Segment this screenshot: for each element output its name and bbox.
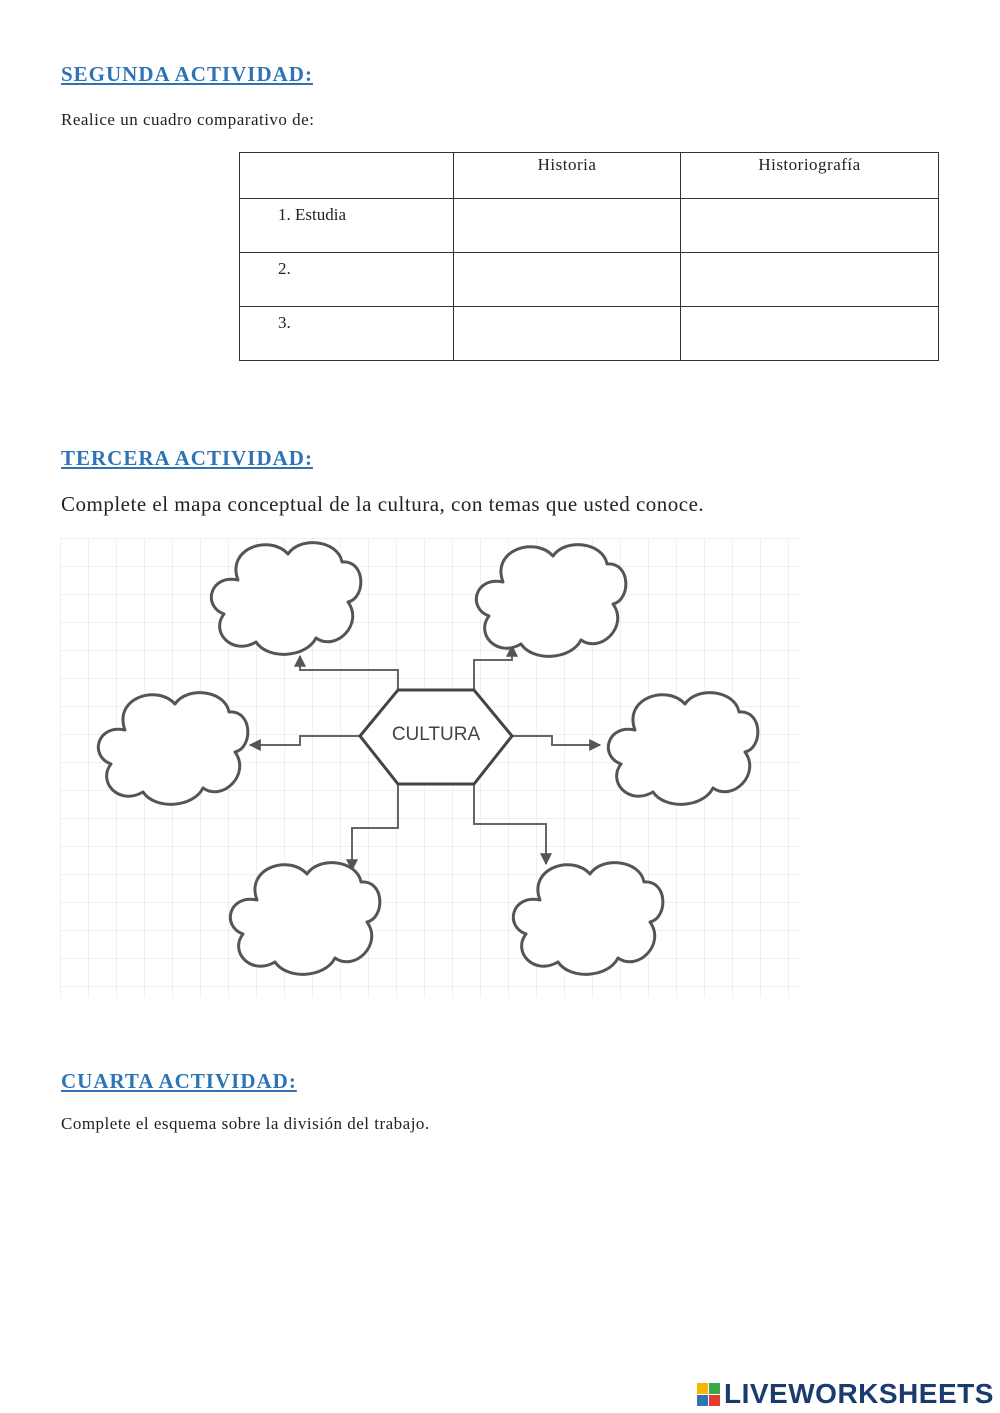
instruction-tercera: Complete el mapa conceptual de la cultura, con temas que usted conoce. [61, 492, 705, 516]
section-heading-tercera: TERCERA ACTIVIDAD: [61, 446, 313, 470]
table-header-cell: Historia [454, 153, 681, 199]
liveworksheets-logo [697, 1378, 994, 1410]
table-header-cell: Historiografía [681, 153, 939, 199]
answer-cell[interactable] [454, 253, 681, 307]
table-header-row [240, 153, 939, 199]
table-header-cell [240, 153, 454, 199]
logo-icon [697, 1383, 720, 1406]
row-label: 3. [240, 307, 454, 361]
answer-cell[interactable] [454, 307, 681, 361]
answer-cell[interactable] [681, 253, 939, 307]
answer-cell[interactable] [454, 199, 681, 253]
table-row [240, 199, 939, 253]
section-heading-segunda: SEGUNDA ACTIVIDAD: [61, 62, 313, 86]
concept-map [60, 538, 800, 998]
answer-cell[interactable] [681, 307, 939, 361]
center-label: CULTURA [391, 724, 481, 745]
answer-cell[interactable] [681, 199, 939, 253]
table-row [240, 307, 939, 361]
instruction-segunda: Realice un cuadro comparativo de: [61, 110, 315, 129]
section-heading-cuarta: CUARTA ACTIVIDAD: [61, 1069, 297, 1093]
instruction-cuarta: Complete el esquema sobre la división del trabajo. [61, 1114, 430, 1133]
row-label: 1. Estudia [240, 199, 454, 253]
logo-text: LIVEWORKSHEETS [724, 1378, 994, 1409]
table-row [240, 253, 939, 307]
row-label: 2. [240, 253, 454, 307]
comparison-table [239, 152, 939, 361]
